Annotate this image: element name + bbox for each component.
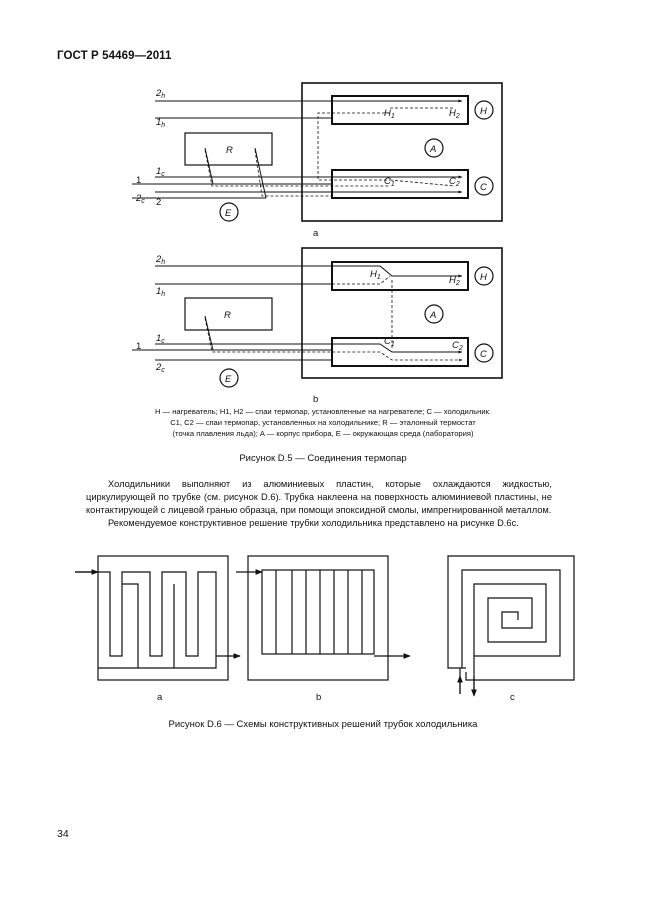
label-A: A <box>430 310 437 321</box>
label-H1: $H_1$ <box>384 108 395 120</box>
label-1: 1 <box>136 175 142 186</box>
label-R: R <box>226 145 233 156</box>
label-C2: $C_2$ <box>452 340 463 352</box>
figure-d5-legend <box>80 406 566 439</box>
label-C1: $C_1$ <box>384 336 395 348</box>
label-C2: $C_2$ <box>449 176 460 188</box>
figure-d6-labels <box>157 692 515 703</box>
label-1c: $1_c$ <box>156 166 165 178</box>
figure-d6c <box>448 556 574 696</box>
label-E: E <box>225 208 232 219</box>
figure-d5a-labels <box>135 88 487 239</box>
figure-d5b <box>132 248 502 387</box>
label-1: 1 <box>136 341 142 352</box>
label-H: H <box>480 272 487 283</box>
label-1h: $1_h$ <box>156 286 166 298</box>
label-2c: $2_c$ <box>136 193 145 205</box>
label-2h: $2_h$ <box>156 254 166 266</box>
subfigure-c-label: c <box>510 692 515 703</box>
figure-d5a <box>132 83 502 221</box>
document-header: ГОСТ Р 54469—2011 <box>57 50 172 62</box>
page-number: 34 <box>57 828 69 840</box>
label-R: R <box>224 310 231 321</box>
subfigure-b-label: b <box>316 692 322 703</box>
label-2: 2 <box>156 197 162 208</box>
label-H2: $H_2$ <box>449 108 460 120</box>
subfigure-a-label: a <box>157 692 163 703</box>
body-text <box>86 478 552 530</box>
label-C: C <box>480 349 487 360</box>
label-H1: $H_1$ <box>370 269 381 281</box>
label-E: E <box>225 374 232 385</box>
label-1h: $1_h$ <box>156 117 166 129</box>
label-1c: $1_c$ <box>156 333 165 345</box>
label-C1: $C_1$ <box>384 176 395 188</box>
figure-d6b <box>236 556 410 680</box>
label-2c: $2_c$ <box>156 362 165 374</box>
label-H2: $H_2$ <box>449 275 460 287</box>
label-2h: $2_h$ <box>156 88 166 100</box>
legend-line: C1, C2 — спаи термопар, установленных на холодильнике; R — эталонный термостат <box>170 418 476 427</box>
legend-line: (точка плавления льда); A — корпус прибора, E — окружающая среда (лаборатория) <box>172 429 474 438</box>
figure-d6-caption: Рисунок D.6 — Схемы конструктивных решений трубок холодильника <box>168 719 478 730</box>
paragraph: Рекомендуемое конструктивное решение трубки холодильника представлено на рисунке D.6c. <box>108 518 519 528</box>
figure-d5-caption: Рисунок D.5 — Соединения термопар <box>239 453 407 464</box>
paragraph: Холодильники выполняют из алюминиевых пластин, которые охлаждаются жидкостью, циркулирующей по трубке (см. рисунок D.6). Трубка наклеена на поверхность алюминиевой пластины, не контактирующей с лицевой гранью образца, при помощи эпоксидной смолы, импрегнированной металлом. <box>86 479 552 515</box>
legend-line: H — нагреватель; H1, H2 — спаи термопар, установленные на нагревателе; C — холодильник. <box>154 407 492 416</box>
figure-d6a <box>75 556 240 680</box>
label-A: A <box>430 144 437 155</box>
subfigure-b-label: b <box>313 394 319 405</box>
subfigure-a-label: a <box>313 228 319 239</box>
label-C: C <box>480 182 487 193</box>
label-H: H <box>480 106 487 117</box>
